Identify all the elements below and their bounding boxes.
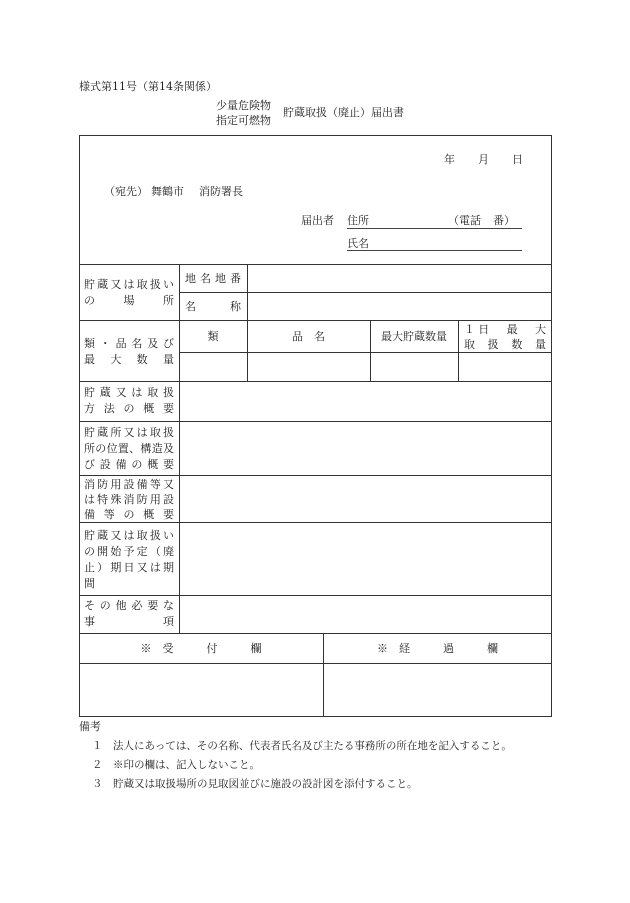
category-label-line2: 最大数量 [84,353,174,366]
location-sub-name: 名 称 [185,300,241,313]
addressee-office: 消防署長 [199,185,243,198]
location-label-line1: 貯蔵又は取扱い [84,278,174,291]
period-label-line1: 貯蔵又は取扱い [84,529,174,542]
page-title: 貯蔵取扱（廃止）届出書 [283,106,404,119]
column-divider [247,264,248,320]
location-label-line2: の 場 所 [84,294,174,307]
category-col-item: 品 名 [292,330,325,343]
date-month-label: 月 [478,153,489,166]
name-label: 氏名 [347,237,369,250]
date-year-label: 年 [444,153,455,166]
notifier-label: 届出者 [301,214,334,227]
address-underline [347,228,522,229]
fire-equipment-label-line2: は特殊消防用設 [84,493,174,506]
phone-close-label: 番） [493,214,515,227]
addressee-prefix: （宛先） [104,185,148,198]
category-label-line1: 類・品名及び [84,337,174,350]
row-divider [79,475,552,476]
method-label-line1: 貯蔵又は取扱 [84,386,174,399]
address-label: 住所 [347,214,369,227]
category-col-daily-line1: １日 最 大 [464,323,546,336]
period-label-line2: の開始予定（廃 [84,545,174,558]
row-divider [79,421,552,422]
row-divider [79,633,552,634]
category-col-max: 最大貯蔵数量 [381,330,447,343]
period-label-line3: 止）期日又は期 [84,561,174,574]
other-label-line2: 事 項 [84,615,174,628]
name-underline [347,250,522,251]
row-divider [79,320,552,321]
date-day-label: 日 [512,153,523,166]
note-item: １ 法人にあっては、その名称、代表者氏名及び主たる事務所の所在地を記入すること。 [92,740,512,752]
reception-column-header: ※ 受 付 欄 [140,642,262,655]
title-type-line1: 少量危険物 [216,99,271,112]
column-divider [179,264,180,633]
progress-column-header: ※ 経 過 欄 [377,642,498,655]
row-divider [79,264,552,265]
location-sub-address: 地名地番 [185,272,241,285]
notes-heading: 備考 [79,720,101,733]
row-divider [79,522,552,523]
row-divider [79,595,552,596]
category-col-class: 類 [207,330,219,343]
period-label-line4: 間 [84,577,95,590]
other-label-line1: その他必要な [84,599,174,612]
facility-label-line1: 貯蔵所又は取扱 [84,426,174,439]
category-col-daily-line2: 取扱数量 [464,338,546,351]
facility-label-line3: び設備の概要 [84,458,174,471]
column-divider [458,320,459,381]
fire-equipment-label-line3: 備等の概要 [84,508,174,521]
row-divider [179,292,552,293]
note-item: ２ ※印の欄は、記入しないこと。 [92,759,260,771]
phone-open-label: （電話 [448,214,481,227]
form-number: 様式第11号（第14条関係） [79,80,217,93]
addressee-city: 舞鶴市 [151,185,184,198]
title-type-line2: 指定可燃物 [216,114,271,127]
fire-equipment-label-line1: 消防用設備等又 [84,478,174,491]
note-item: ３ 貯蔵又は取扱場所の見取図並びに施設の設計図を添付すること。 [92,778,418,790]
method-label-line2: 方法の概要 [84,402,174,415]
row-divider [79,663,552,664]
row-divider [79,381,552,382]
facility-label-line2: 所の位置、構造及 [84,442,174,455]
row-divider [179,352,552,353]
